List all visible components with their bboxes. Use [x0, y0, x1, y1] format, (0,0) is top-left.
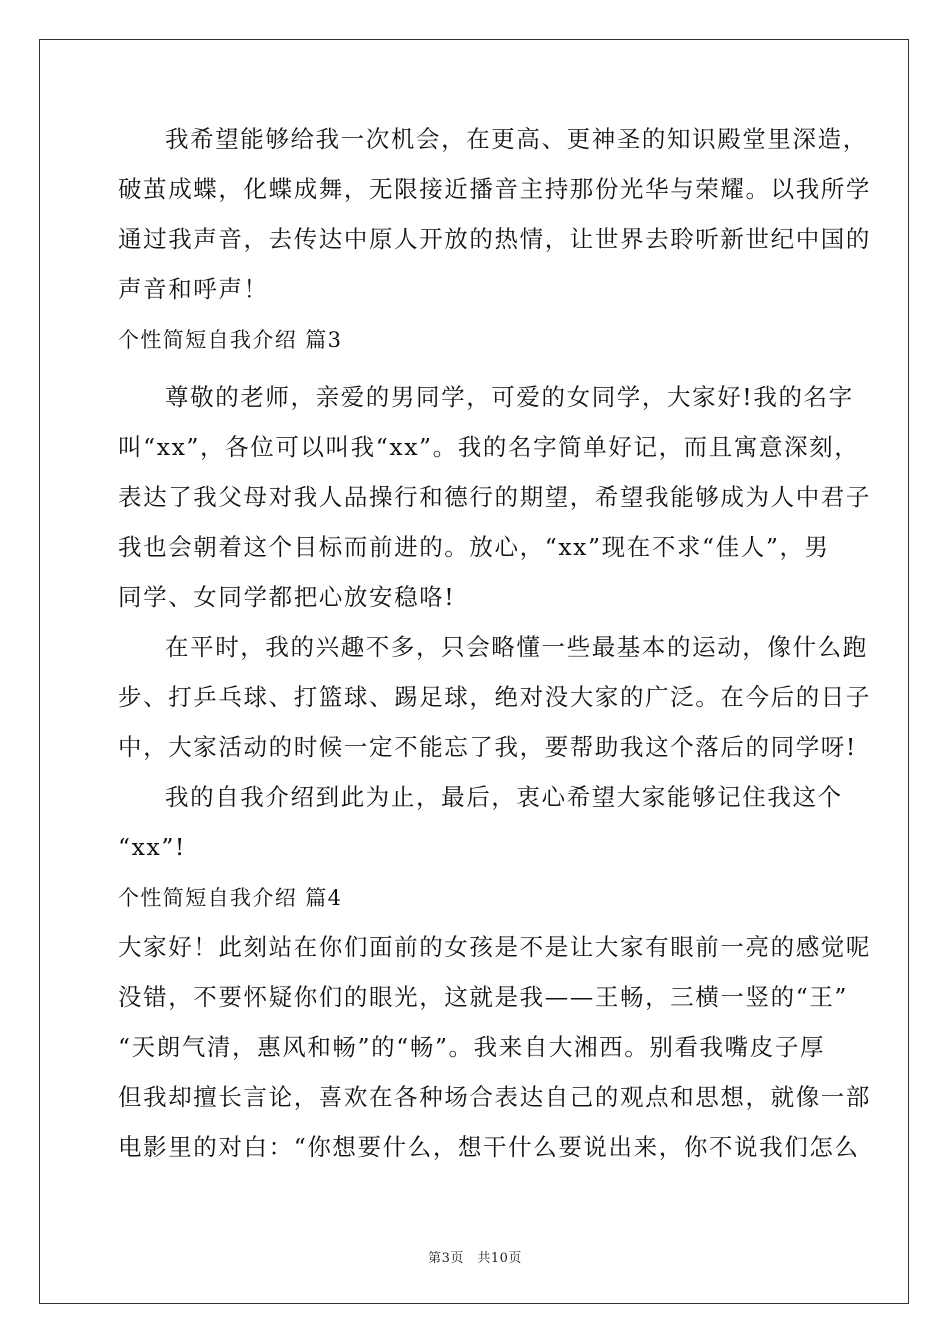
paragraph-line: 破茧成蝶，化蝶成舞，无限接近播音主持那份光华与荣耀。以我所学	[118, 175, 871, 203]
paragraph-line: 声音和呼声！	[118, 275, 269, 303]
paragraph-line: 表达了我父母对我人品操行和德行的期望，希望我能够成为人中君子	[118, 483, 871, 511]
paragraph-line: 通过我声音，去传达中原人开放的热情，让世界去聆听新世纪中国的	[118, 225, 871, 253]
paragraph-line: 我希望能够给我一次机会，在更高、更神圣的知识殿堂里深造，	[165, 125, 868, 153]
section-heading: 个性简短自我介绍 篇3	[118, 328, 343, 352]
paragraph-line: 我的自我介绍到此为止，最后，衷心希望大家能够记住我这个	[165, 783, 843, 811]
paragraph-line: “xx”!	[118, 833, 186, 861]
paragraph-line: 在平时，我的兴趣不多，只会略懂一些最基本的运动，像什么跑	[165, 633, 868, 661]
paragraph-line: 电影里的对白：“你想要什么，想干什么要说出来，你不说我们怎么	[118, 1133, 860, 1161]
paragraph-line: 我也会朝着这个目标而前进的。放心，“xx”现在不求“佳人”，男	[118, 533, 830, 561]
section-heading: 个性简短自我介绍 篇4	[118, 886, 343, 910]
paragraph-line: 尊敬的老师，亲爱的男同学，可爱的女同学，大家好!我的名字	[165, 383, 854, 411]
paragraph-line: “天朗气清，惠风和畅”的“畅”。我来自大湘西。别看我嘴皮子厚	[118, 1033, 826, 1061]
paragraph-line: 叫“xx”，各位可以叫我“xx”。我的名字简单好记，而且寓意深刻，	[118, 433, 860, 461]
paragraph-line: 步、打乒乓球、打篮球、踢足球，绝对没大家的广泛。在今后的日子	[118, 683, 871, 711]
page-number-footer: 第3页 共10页	[428, 1251, 522, 1266]
paragraph-line: 但我却擅长言论，喜欢在各种场合表达自己的观点和思想，就像一部	[118, 1083, 871, 1111]
paragraph-line: 大家好！此刻站在你们面前的女孩是不是让大家有眼前一亮的感觉呢	[118, 933, 871, 961]
paragraph-line: 同学、女同学都把心放安稳咯!	[118, 583, 456, 611]
paragraph-line: 中，大家活动的时候一定不能忘了我，要帮助我这个落后的同学呀!	[118, 733, 857, 761]
paragraph-line: 没错，不要怀疑你们的眼光，这就是我——王畅，三横一竖的“王”	[118, 983, 849, 1011]
